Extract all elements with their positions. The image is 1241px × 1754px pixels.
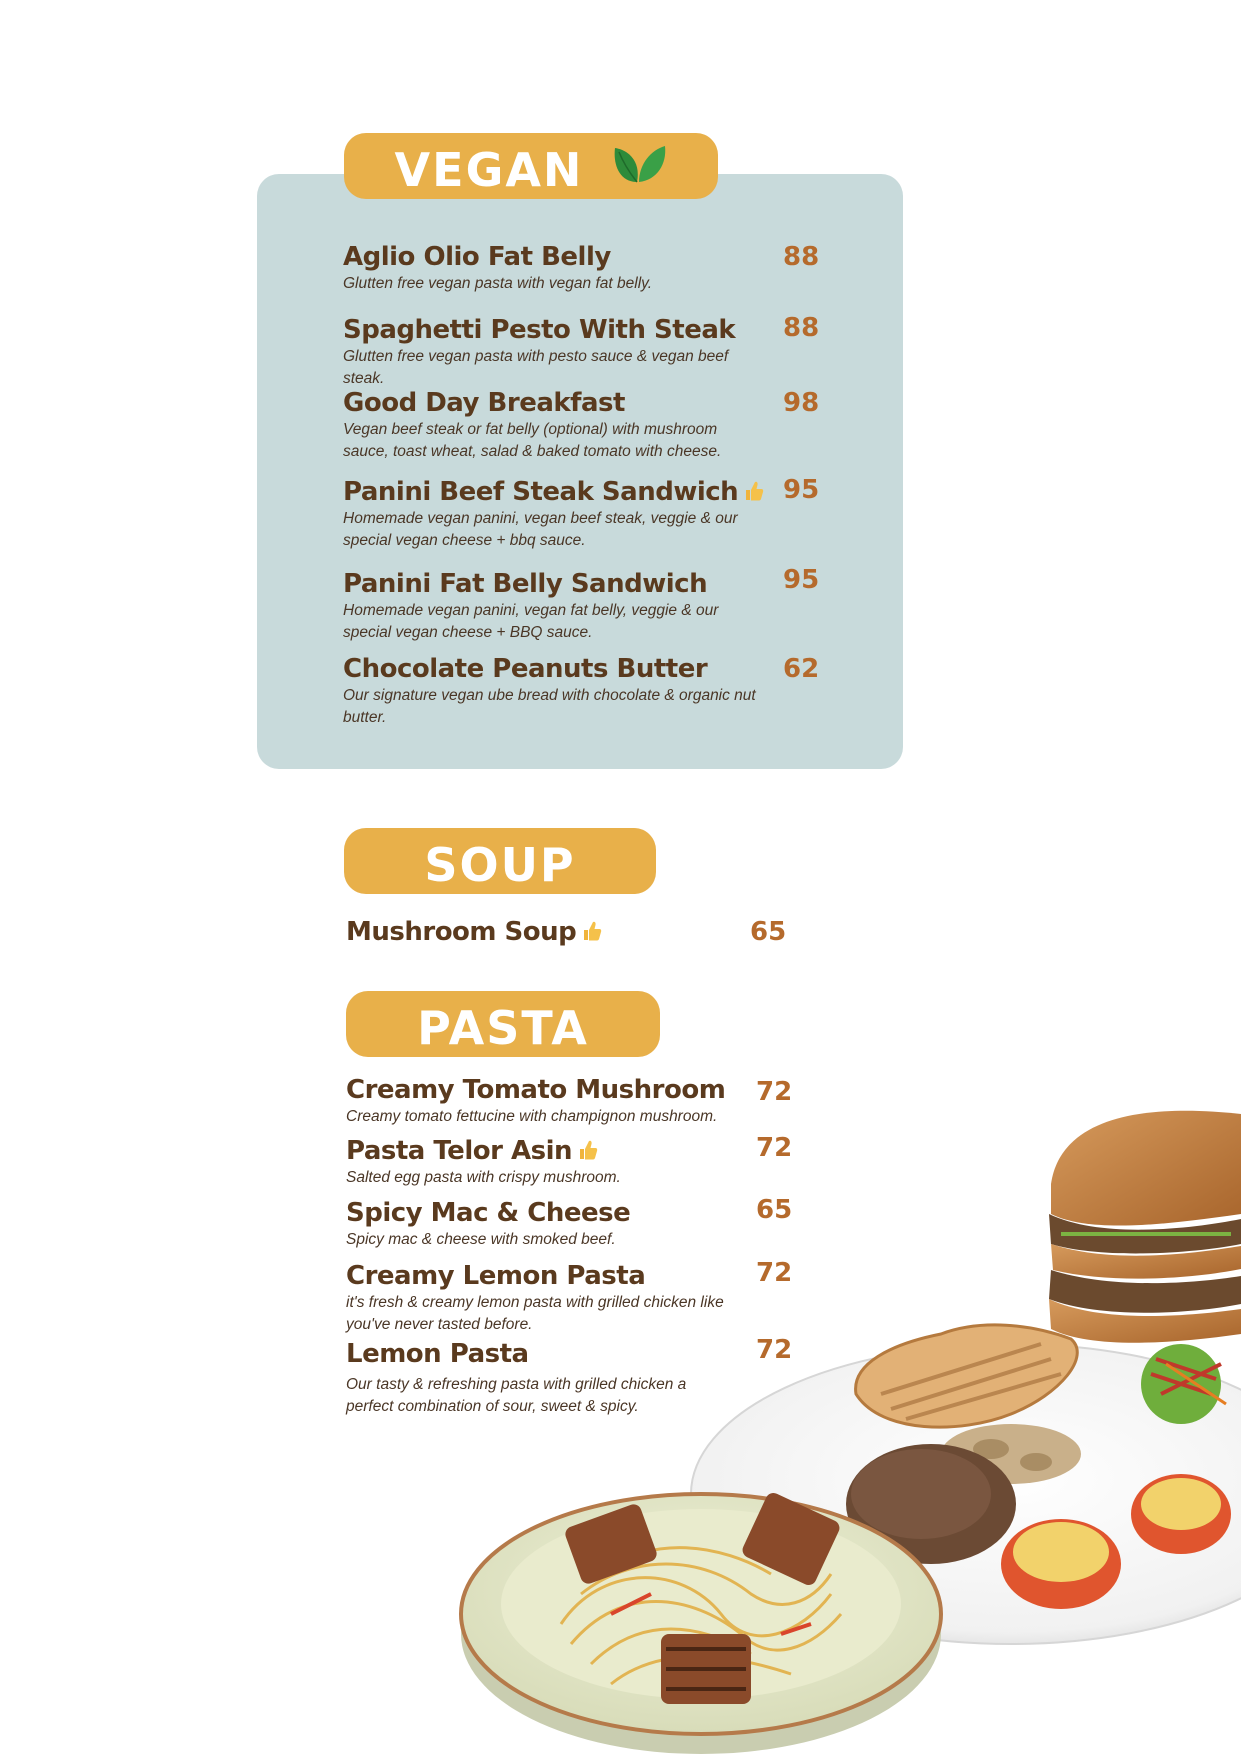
thumbs-up-icon: [744, 479, 764, 501]
vegan-title: VEGAN: [394, 142, 584, 197]
item-name: Creamy Tomato Mushroom: [346, 1075, 726, 1105]
item-name: Aglio Olio Fat Belly: [343, 242, 611, 272]
item-price: 62: [783, 654, 820, 684]
item-name: Good Day Breakfast: [343, 388, 625, 418]
list-item: [343, 654, 783, 729]
item-description: Creamy tomato fettucine with champignon mushroom.: [346, 1108, 718, 1125]
item-price: 95: [783, 565, 820, 595]
item-name: Spicy Mac & Cheese: [346, 1198, 631, 1228]
list-item: [343, 388, 763, 463]
item-price: 72: [756, 1077, 793, 1107]
list-item: [343, 569, 763, 644]
item-description: Glutten free vegan pasta with pesto sauce & vegan beef steak.: [343, 348, 729, 387]
item-name: Pasta Telor Asin: [346, 1136, 572, 1166]
pasta-header: [346, 991, 660, 1057]
item-name-row: [346, 917, 706, 947]
item-name-row: [343, 477, 763, 507]
item-price: 88: [783, 242, 820, 272]
item-name: Panini Fat Belly Sandwich: [343, 569, 708, 599]
item-description: Homemade vegan panini, vegan beef steak, veggie & our special vegan cheese + bbq sauce.: [343, 510, 738, 549]
soup-title: SOUP: [424, 837, 576, 892]
item-description: Our tasty & refreshing pasta with grilled chicken a perfect combination of sour, sweet & spicy.: [346, 1376, 687, 1415]
item-description: Vegan beef steak or fat belly (optional) with mushroom sauce, toast wheat, salad & baked tomato with cheese.: [343, 421, 722, 460]
item-name: Spaghetti Pesto With Steak: [343, 315, 736, 345]
item-description: it's fresh & creamy lemon pasta with grilled chicken like you've never tasted before.: [346, 1294, 724, 1333]
item-price: 95: [783, 475, 820, 505]
vegan-header: [344, 133, 718, 199]
item-description: Glutten free vegan pasta with vegan fat belly.: [343, 275, 653, 292]
item-name: Mushroom Soup: [346, 917, 577, 947]
item-price: 65: [750, 917, 787, 947]
item-description: Salted egg pasta with crispy mushroom.: [346, 1169, 621, 1186]
list-item: [343, 315, 763, 390]
item-description: Homemade vegan panini, vegan fat belly, veggie & our special vegan cheese + BBQ sauce.: [343, 602, 719, 641]
thumbs-up-icon: [582, 919, 602, 941]
item-name: Creamy Lemon Pasta: [346, 1261, 646, 1291]
item-name: Lemon Pasta: [346, 1339, 529, 1369]
item-price: 65: [756, 1195, 793, 1225]
list-item: [343, 242, 763, 295]
item-name: Panini Beef Steak Sandwich: [343, 477, 739, 507]
list-item: [346, 917, 706, 947]
item-description: Our signature vegan ube bread with chocolate & organic nut butter.: [343, 687, 756, 726]
item-price: 72: [756, 1258, 793, 1288]
pasta-title: PASTA: [417, 1000, 589, 1055]
item-price: 72: [756, 1335, 793, 1365]
item-price: 98: [783, 388, 820, 418]
soup-header: [344, 828, 656, 894]
item-name: Chocolate Peanuts Butter: [343, 654, 708, 684]
item-description: Spicy mac & cheese with smoked beef.: [346, 1231, 616, 1248]
list-item: [343, 477, 763, 552]
food-photo: [451, 1094, 1241, 1754]
item-price: 88: [783, 313, 820, 343]
leaf-icon: [611, 137, 667, 203]
item-price: 72: [756, 1133, 793, 1163]
